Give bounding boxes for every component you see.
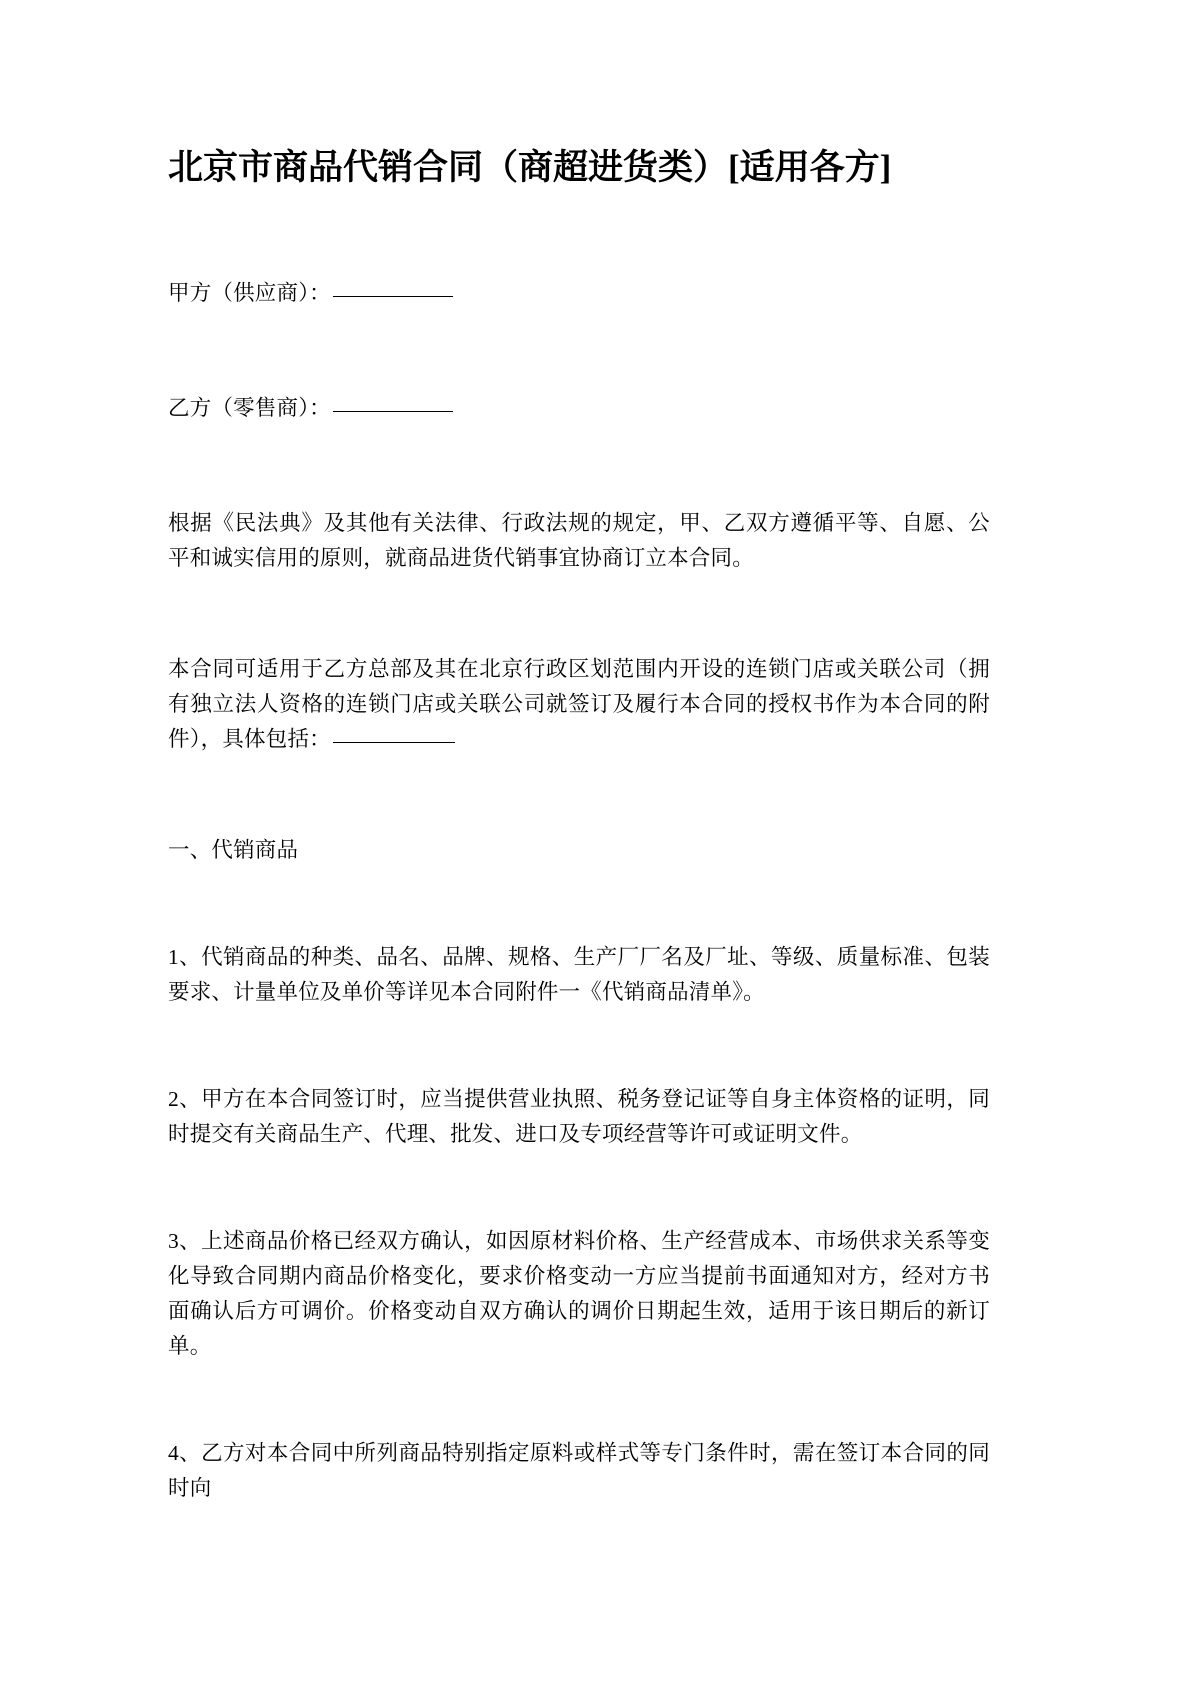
section-heading-1: 一、代销商品: [168, 837, 299, 862]
spacer: [168, 1364, 990, 1436]
spacer: [168, 190, 990, 276]
scope-clause-paragraph: [168, 652, 990, 757]
spacer: [168, 1152, 990, 1224]
clause-item: 1、代销商品的种类、品名、品牌、规格、生产厂厂名及厂址、等级、质量标准、包装要求、计量单位及单价等详见本合同附件一《代销商品清单》。: [168, 944, 990, 1004]
scope-clause-text: 本合同可适用于乙方总部及其在北京行政区划范围内开设的连锁门店或关联公司（拥有独立法人资格的连锁门店或关联公司就签订及履行本合同的授权书作为本合同的附件），具体包括：: [168, 656, 990, 751]
party-a-label: 甲方（供应商）：: [168, 280, 331, 305]
spacer: [168, 426, 990, 506]
party-b-line: [168, 391, 990, 426]
spacer: [168, 311, 990, 391]
clause-item: 4、乙方对本合同中所列商品特别指定原料或样式等专门条件时，需在签订本合同的同时向: [168, 1440, 990, 1500]
page-title: 北京市商品代销合同（商超进货类）[适用各方]: [168, 148, 892, 187]
spacer: [168, 576, 990, 652]
scope-clause-blank[interactable]: [333, 741, 455, 743]
spacer: [168, 868, 990, 940]
party-b-blank[interactable]: [333, 410, 453, 412]
spacer: [168, 757, 990, 833]
party-a-blank[interactable]: [333, 295, 453, 297]
party-a-line: [168, 276, 990, 311]
clause-item: 3、上述商品价格已经双方确认，如因原材料价格、生产经营成本、市场供求关系等变化导致合同期内商品价格变化，要求价格变动一方应当提前书面通知对方，经对方书面确认后方可调价。价格变动自双方确认的调价日期起生效，适用于该日期后的新订单。: [168, 1228, 990, 1358]
preamble-paragraph: 根据《民法典》及其他有关法律、行政法规的规定，甲、乙双方遵循平等、自愿、公平和诚实信用的原则，就商品进货代销事宜协商订立本合同。: [168, 510, 990, 570]
document-body: [168, 0, 990, 1506]
party-b-label: 乙方（零售商）：: [168, 395, 331, 420]
spacer: [168, 1010, 990, 1082]
clause-item: 2、甲方在本合同签订时，应当提供营业执照、税务登记证等自身主体资格的证明，同时提交有关商品生产、代理、批发、进口及专项经营等许可或证明文件。: [168, 1086, 990, 1146]
